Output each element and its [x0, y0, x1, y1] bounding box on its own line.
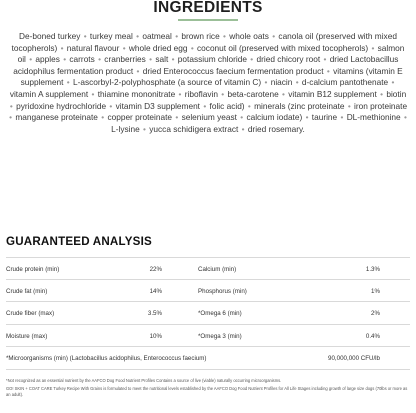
bullet-separator: •	[9, 100, 13, 111]
footnote: GO! SKIN + COAT CARE Turkey Recipe With Grains is formulated to meet the nutritional levels established by the AAFCO Dog Food Nutrient Profiles for All Life Stages including growth of large size dogs (70lbs or more as an adult).	[6, 386, 408, 398]
analysis-table	[6, 257, 410, 370]
ingredient-item: dried chicory root	[256, 54, 321, 65]
ingredient-item: beta-carotene	[227, 88, 279, 99]
ingredient-item: riboflavin	[184, 88, 218, 99]
bullet-separator: •	[241, 123, 245, 134]
bullet-separator: •	[272, 31, 276, 41]
bullet-separator: •	[305, 112, 309, 123]
bullet-separator: •	[323, 54, 327, 65]
bullet-separator: •	[178, 88, 182, 99]
nutrient-value: 1.3%	[365, 266, 380, 273]
title-underline	[178, 19, 238, 21]
ingredient-item: selenium yeast	[181, 112, 237, 123]
nutrient-value: 22%	[149, 266, 162, 273]
nutrient-name: Crude protein (min)	[6, 266, 60, 273]
bullet-separator: •	[282, 88, 285, 99]
ingredient-item: thiamine mononitrate	[97, 88, 176, 99]
bullet-separator: •	[136, 65, 140, 76]
nutrient-name: Calcium (min)	[198, 266, 237, 273]
bullet-separator: •	[171, 54, 175, 65]
bullet-separator: •	[149, 54, 153, 65]
ingredient-item: taurine	[311, 112, 338, 123]
bullet-separator: •	[175, 31, 179, 41]
ingredient-item: vitamins (vitamin E supplement	[20, 65, 403, 88]
bullet-separator: •	[203, 100, 207, 111]
analysis-row	[6, 257, 410, 280]
ingredient-item: d-calcium pantothenate	[301, 77, 389, 88]
ingredient-item: coconut oil (preserved with mixed tocopherols)	[197, 42, 369, 53]
ingredient-item: natural flavour	[66, 42, 120, 53]
bullet-separator: •	[66, 77, 70, 88]
nutrient-name: *Omega 6 (min)	[198, 310, 242, 318]
ingredient-item: yucca schidigera extract	[149, 123, 239, 134]
nutrient-value: 0.4%	[365, 332, 380, 340]
nutrient-name: Crude fiber (max)	[6, 310, 55, 318]
ingredient-item: canola oil (preserved with mixed tocopherols)	[11, 31, 397, 53]
ingredients-title: INGREDIENTS	[153, 0, 263, 16]
bullet-separator: •	[9, 112, 13, 123]
nutrient-value: 14%	[149, 287, 162, 295]
ingredient-item: niacin	[270, 77, 293, 88]
bullet-separator: •	[91, 88, 95, 99]
footnotes	[6, 378, 410, 401]
ingredient-item: whole dried egg	[128, 42, 188, 53]
bullet-separator: •	[109, 100, 113, 111]
bullet-separator: •	[29, 54, 33, 65]
ingredient-item: copper proteinate	[107, 112, 173, 123]
ingredient-item: cranberries	[104, 54, 146, 65]
nutrient-value: 3.5%	[147, 310, 162, 318]
ingredient-item: turkey meal	[89, 31, 133, 41]
guaranteed-analysis-title: GUARANTEED ANALYSIS	[6, 235, 152, 248]
ingredient-item: manganese proteinate	[15, 112, 98, 123]
analysis-row	[6, 302, 410, 325]
nutrient-name: Crude fat (min)	[6, 287, 48, 295]
nutrient-value: 90,000,000 CFU/lb	[328, 355, 380, 363]
ingredient-item: calcium iodate)	[246, 112, 303, 123]
ingredient-item: folic acid)	[209, 100, 245, 111]
ingredient-item: minerals (zinc proteinate	[254, 100, 345, 111]
analysis-row	[6, 347, 410, 370]
ingredient-item: DL-methionine	[346, 112, 401, 123]
bullet-separator: •	[264, 77, 268, 88]
bullet-separator: •	[175, 112, 179, 123]
ingredient-item: vitamin A supplement	[9, 88, 89, 99]
ingredient-item: dried rosemary.	[247, 123, 305, 134]
bullet-separator: •	[190, 42, 194, 53]
ingredient-item: whole oats	[229, 31, 269, 41]
bullet-separator: •	[326, 65, 330, 76]
footnote: *Not recognized as an essential nutrient by the AAFCO Dog Food Nutrient Profiles Contains a source of live (viable) naturally occurring microorganisms.	[6, 378, 282, 383]
bullet-separator: •	[391, 77, 395, 88]
nutrient-name: Moisture (max)	[6, 332, 48, 340]
bullet-separator: •	[83, 31, 87, 41]
nutrient-value: 2%	[371, 310, 380, 318]
nutrient-name: Phosphorus (min)	[198, 287, 247, 295]
bullet-separator: •	[295, 77, 299, 88]
bullet-separator: •	[136, 31, 140, 41]
bullet-separator: •	[340, 112, 344, 123]
bullet-separator: •	[403, 112, 407, 123]
ingredient-item: pyridoxine hydrochloride	[16, 100, 107, 111]
nutrient-value: 10%	[149, 332, 162, 340]
bullet-separator: •	[250, 54, 254, 65]
ingredient-item: potassium chloride	[177, 54, 247, 65]
ingredient-item: apples	[35, 54, 60, 65]
ingredient-item: salmon oil	[17, 42, 405, 65]
bullet-separator: •	[98, 54, 101, 65]
ingredient-item: vitamin B12 supplement	[288, 88, 377, 99]
ingredient-item: iron proteinate	[354, 100, 408, 111]
bullet-separator: •	[247, 100, 251, 111]
ingredient-item: biotin	[386, 88, 407, 99]
bullet-separator: •	[223, 31, 226, 41]
analysis-row	[6, 280, 410, 303]
analysis-row	[6, 325, 410, 348]
bullet-separator: •	[371, 42, 375, 53]
bullet-separator: •	[122, 42, 126, 53]
bullet-separator: •	[221, 88, 225, 99]
bullet-separator: •	[143, 123, 146, 134]
ingredient-item: carrots	[69, 54, 95, 65]
bullet-separator: •	[380, 88, 384, 99]
nutrient-value: 1%	[371, 287, 380, 295]
nutrient-name: *Microorganisms (min) (Lactobacillus acidophilus, Enterococcus faecium)	[6, 355, 207, 363]
ingredient-item: dried Enterococcus faecium fermentation product	[142, 65, 324, 76]
ingredient-item: oatmeal	[142, 31, 172, 41]
bullet-separator: •	[240, 112, 244, 123]
nutrient-name: *Omega 3 (min)	[198, 332, 242, 340]
bullet-separator: •	[60, 42, 64, 53]
ingredients-list	[8, 31, 408, 135]
bullet-separator: •	[347, 100, 351, 111]
bullet-separator: •	[63, 54, 67, 65]
ingredient-item: L-ascorbyl-2-polyphosphate (a source of vitamin C)	[73, 77, 262, 88]
ingredient-item: L-lysine	[111, 123, 140, 134]
ingredient-item: dried Lactobacillus acidophilus fermentation product	[13, 54, 399, 76]
ingredient-item: salt	[155, 54, 169, 65]
bullet-separator: •	[101, 112, 105, 123]
ingredient-item: brown rice	[181, 31, 220, 41]
ingredient-item: vitamin D3 supplement	[115, 100, 200, 111]
ingredient-item: De-boned turkey	[19, 31, 81, 41]
